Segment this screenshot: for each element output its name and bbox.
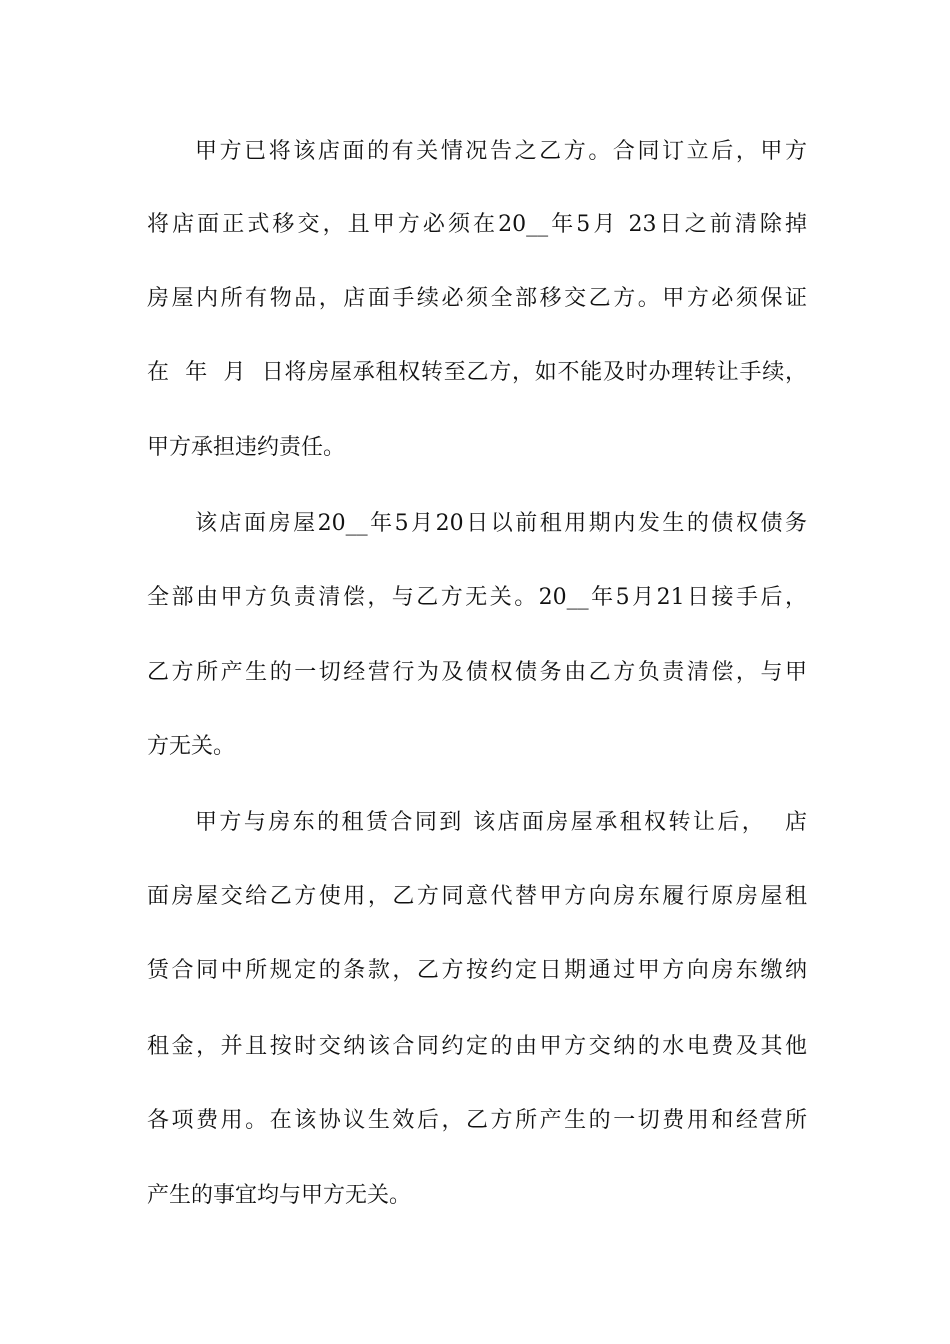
- paragraph-2-line-1: 该店面房屋20__年5月20日以前租用期内发生的债权债务: [195, 511, 807, 536]
- paragraph-1-line-4: 在 年 月 日将房屋承租权转至乙方，如不能及时办理转让手续，: [147, 360, 807, 385]
- paragraph-1-line-5: 甲方承担违约责任。: [147, 435, 346, 460]
- paragraph-3-line-5: 各项费用。在该协议生效后，乙方所产生的一切费用和经营所: [147, 1108, 807, 1133]
- paragraph-3-line-6: 产生的事宜均与甲方无关。: [147, 1183, 412, 1208]
- paragraph-1-line-3: 房屋内所有物品，店面手续必须全部移交乙方。甲方必须保证: [147, 286, 807, 311]
- paragraph-3-line-4: 租金，并且按时交纳该合同约定的由甲方交纳的水电费及其他: [147, 1034, 807, 1059]
- paragraph-3-line-2: 面房屋交给乙方使用，乙方同意代替甲方向房东履行原房屋租: [147, 884, 807, 909]
- paragraph-3-line-3: 赁合同中所规定的条款，乙方按约定日期通过甲方向房东缴纳: [147, 958, 807, 983]
- paragraph-2-line-3: 乙方所产生的一切经营行为及债权债务由乙方负责清偿，与甲: [147, 660, 807, 685]
- paragraph-1-line-2: 将店面正式移交，且甲方必须在20__年5月 23日之前清除掉: [147, 212, 807, 237]
- paragraph-3-line-1: 甲方与房东的租赁合同到 该店面房屋承租权转让后， 店: [195, 810, 807, 835]
- paragraph-2-line-2: 全部由甲方负责清偿，与乙方无关。20__年5月21日接手后，: [147, 585, 807, 610]
- paragraph-2-line-4: 方无关。: [147, 734, 236, 759]
- paragraph-1-line-1: 甲方已将该店面的有关情况告之乙方。合同订立后，甲方: [195, 139, 807, 164]
